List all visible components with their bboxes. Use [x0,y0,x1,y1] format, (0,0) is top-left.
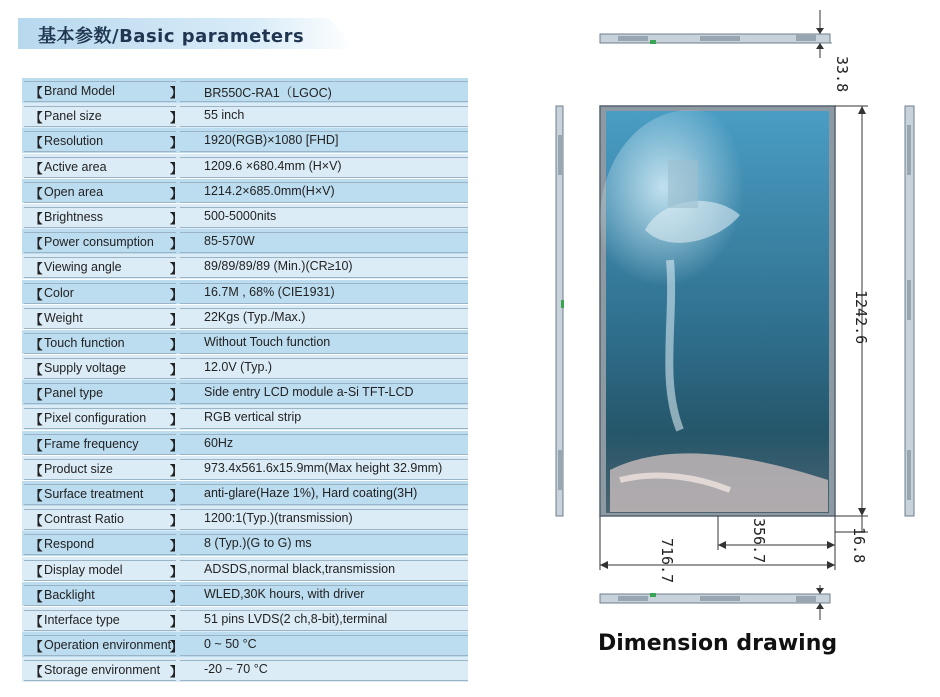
param-label: Brightness [44,209,104,224]
param-value: 0 ~ 50 °C [204,637,257,652]
param-value: WLED,30K hours, with driver [204,586,365,601]
param-label-cell [24,383,183,404]
param-value: 51 pins LVDS(2 ch,8-bit),terminal [204,611,388,626]
bracket-left: 【 [30,287,43,302]
dim-width: 716.7 [658,538,676,584]
param-label: Supply voltage [44,361,127,376]
param-row [22,204,468,229]
param-value: 500-5000nits [204,208,277,223]
param-label: Color [44,285,74,300]
bracket-left: 【 [30,262,43,277]
param-value: 1209.6 ×680.4mm (H×V) [204,158,342,173]
bracket-left: 【 [30,614,43,629]
bracket-right: 】 [170,211,183,226]
param-value: 1214.2×685.0mm(H×V) [204,183,335,198]
param-label: Interface type [44,612,120,627]
param-row [22,78,468,103]
param-label-cell [24,484,183,505]
bracket-right: 】 [170,262,183,277]
dim-bottom-offset: 16.8 [850,527,868,564]
param-label-cell [24,308,183,329]
bracket-left: 【 [30,186,43,201]
param-value: 1920(RGB)×1080 [FHD] [204,133,339,148]
param-label-cell [24,207,183,228]
bracket-left: 【 [30,388,43,403]
dim-height: 1242.6 [852,290,870,345]
param-value: 89/89/89/89 (Min.)(CR≥10) [204,259,353,274]
bracket-left: 【 [30,438,43,453]
bracket-right: 】 [170,463,183,478]
bracket-left: 【 [30,413,43,428]
param-label-cell [24,635,183,656]
panel-front-view [600,106,835,516]
param-row [22,128,468,153]
param-label: Surface treatment [44,487,144,501]
param-label-cell [24,131,183,152]
bracket-left: 【 [30,463,43,478]
param-row [22,179,468,204]
param-value: BR550C-RA1（LGOC) [204,86,332,100]
bracket-left: 【 [30,640,43,655]
bracket-right: 】 [170,312,183,327]
param-label-cell [24,660,183,681]
bracket-right: 】 [170,539,183,554]
param-label: Panel type [44,386,104,401]
param-label-cell [24,509,183,530]
bracket-right: 】 [170,514,183,529]
bracket-right: 】 [170,388,183,403]
bracket-left: 【 [30,136,43,151]
param-value: ADSDS,normal black,transmission [204,561,396,576]
parameters-table [22,78,468,683]
param-label: Operation environment [44,638,172,653]
top-side-view [600,34,832,44]
param-label-cell [24,283,183,304]
bracket-right: 】 [170,86,183,100]
param-row [22,154,468,179]
bracket-left: 【 [30,539,43,554]
param-row [22,305,468,330]
param-label: Respond [44,537,95,552]
bracket-left: 【 [30,589,43,604]
param-label: Display model [44,562,123,577]
param-value: 85-570W [204,234,255,249]
bracket-right: 】 [170,136,183,151]
left-side-view [556,106,564,516]
param-label-cell [24,408,183,429]
bracket-left: 【 [30,363,43,378]
param-row [22,657,468,682]
param-row [22,531,468,556]
param-value: 973.4x561.6x15.9mm(Max height 32.9mm) [204,460,443,475]
param-label: Pixel configuration [44,411,147,426]
drawing-caption: Dimension drawing [598,631,838,656]
bracket-left: 【 [30,665,43,680]
param-row [22,229,468,254]
bracket-right: 】 [170,589,183,604]
param-value: 1200:1(Typ.)(transmission) [204,511,353,526]
param-row [22,380,468,405]
param-label-cell [24,106,183,127]
param-row [22,481,468,506]
bracket-left: 【 [30,211,43,226]
bracket-left: 【 [30,161,43,176]
param-label-cell [24,585,183,606]
param-row [22,254,468,279]
param-label-cell [24,610,183,631]
bracket-left: 【 [30,312,43,327]
param-value: anti-glare(Haze 1%), Hard coating(3H) [204,486,418,500]
param-label-cell [24,534,183,555]
param-label: Panel size [44,109,102,124]
param-value: RGB vertical strip [204,410,302,425]
bracket-left: 【 [30,237,43,252]
bracket-right: 】 [170,363,183,378]
param-label: Storage environment [44,663,161,678]
param-label: Backlight [44,587,95,602]
param-value: 12.0V (Typ.) [204,360,273,375]
dim-top-thickness: 33.8 [833,56,851,93]
param-label: Weight [44,310,83,325]
bracket-left: 【 [30,514,43,529]
param-label: Product size [44,461,113,476]
param-row [22,607,468,632]
dim-inner-width: 356.7 [750,518,768,564]
param-label-cell [24,157,183,178]
param-label-cell [24,232,183,253]
param-row [22,103,468,128]
right-side-view [905,106,914,516]
param-value: 60Hz [204,435,234,450]
bracket-right: 】 [170,665,183,680]
param-label: Brand Model [44,84,115,98]
param-value: 55 inch [204,108,245,123]
param-row [22,280,468,305]
param-row [22,431,468,456]
param-label-cell [24,358,183,379]
param-row [22,405,468,430]
param-label-cell [24,257,183,278]
param-row [22,632,468,657]
bracket-left: 【 [30,86,43,100]
bracket-right: 】 [170,438,183,453]
bracket-right: 】 [170,640,183,655]
param-row [22,355,468,380]
param-label-cell [24,182,183,203]
param-label-cell [24,434,183,455]
bracket-right: 】 [170,564,183,579]
bracket-left: 【 [30,489,43,503]
param-label: Viewing angle [44,260,122,275]
param-value: Without Touch function [204,334,331,349]
param-label: Active area [44,159,107,174]
bracket-right: 】 [170,413,183,428]
bracket-right: 】 [170,161,183,176]
dimension-drawing [550,0,940,640]
bracket-right: 】 [170,489,183,503]
bracket-right: 】 [170,614,183,629]
param-value: 16.7M , 68% (CIE1931) [204,284,335,299]
param-label: Resolution [44,134,104,149]
param-label-cell [24,560,183,581]
page-title: 基本参数/Basic parameters [38,26,305,47]
param-value: -20 ~ 70 °C [204,662,268,677]
bracket-right: 】 [170,337,183,352]
bracket-right: 】 [170,111,183,126]
bracket-right: 】 [170,237,183,252]
bracket-left: 【 [30,111,43,126]
bracket-left: 【 [30,337,43,352]
param-row [22,506,468,531]
param-label: Open area [44,184,104,199]
param-label: Contrast Ratio [44,512,124,527]
param-label-cell [24,459,183,480]
param-row [22,557,468,582]
param-row [22,330,468,355]
param-value: 22Kgs (Typ./Max.) [204,309,306,324]
param-value: Side entry LCD module a-Si TFT-LCD [204,385,414,400]
param-row [22,456,468,481]
bracket-right: 】 [170,287,183,302]
bracket-left: 【 [30,564,43,579]
bottom-side-view [600,585,830,620]
param-label: Frame frequency [44,436,139,451]
bracket-right: 】 [170,186,183,201]
param-value: 8 (Typ.)(G to G) ms [204,536,312,551]
param-label: Power consumption [44,235,154,250]
param-row [22,582,468,607]
param-label-cell [24,81,183,102]
param-label: Touch function [44,335,125,350]
param-label-cell [24,333,183,354]
